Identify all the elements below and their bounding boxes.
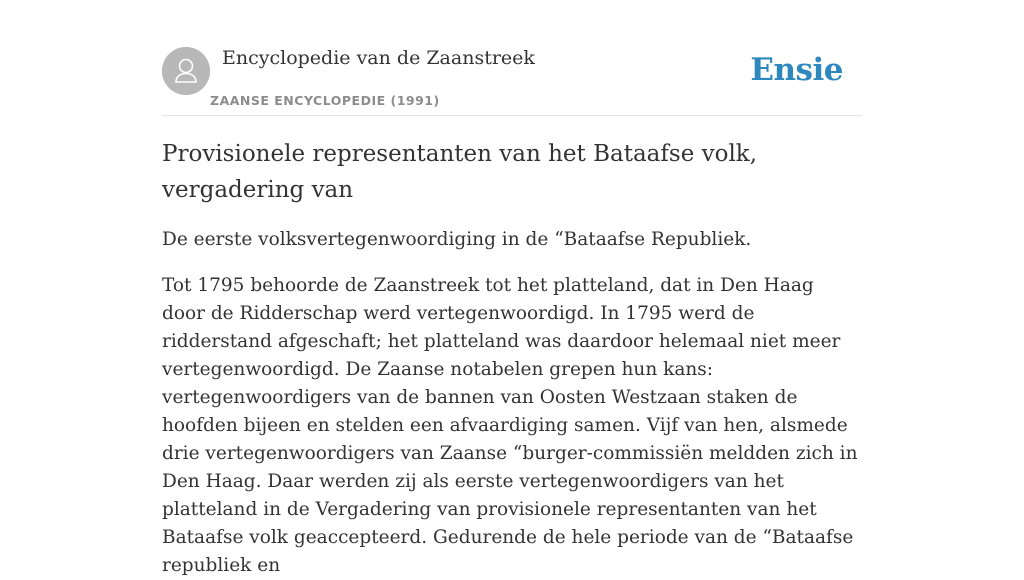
source-subtitle: ZAANSE ENCYCLOPEDIE (1991) xyxy=(210,93,440,108)
ensie-logo[interactable]: Ensie xyxy=(750,52,843,88)
avatar[interactable] xyxy=(162,47,210,95)
article-title: Provisionele representanten van het Bataafse volk, vergadering van xyxy=(162,141,758,203)
article xyxy=(162,136,862,580)
article-lead: De eerste volksvertegenwoordiging in de “Bataafse Republiek. xyxy=(162,229,752,250)
source-header xyxy=(162,46,862,116)
user-silhouette-icon xyxy=(162,47,210,95)
article-body: Tot 1795 behoorde de Zaanstreek tot het platteland, dat in Den Haag door de Ridderschap werd vertegenwoordigd. In 1795 werd de ridderstand afgeschaft; het platteland was daardoor helemaal niet meer vertegenwoordigd. De Zaanse notabelen grepen hun kans: vertegenwoordigers van de bannen van Oosten Westzaan staken de hoofden bijeen en stelden een afvaardiging samen. Vijf van hen, alsmede drie vertegenwoordigers van Zaanse “burger-commissiën meldden zich in Den Haag. Daar werden zij als eerste vertegenwoordigers van het platteland in de Vergadering van provisionele representanten van het Bataafse volk geaccepteerd. Gedurende de hele periode van de “Bataafse republiek en xyxy=(162,275,858,576)
source-title[interactable]: Encyclopedie van de Zaanstreek xyxy=(222,47,535,69)
